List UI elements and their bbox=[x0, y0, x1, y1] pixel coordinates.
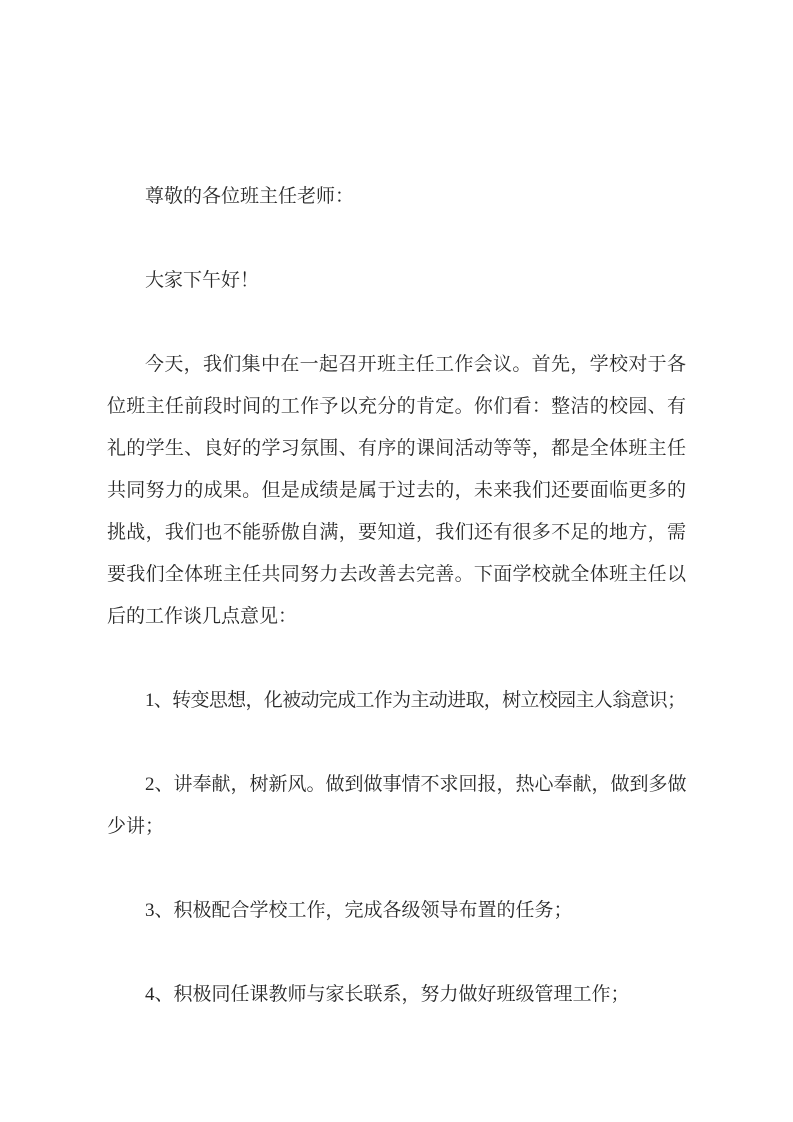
paragraph bbox=[107, 680, 686, 722]
text-line: 2、讲奉献，树新风。做到做事情不求回报，热心奉献，做到多做 bbox=[145, 774, 687, 795]
text-line: 3、积极配合学校工作，完成各级领导布置的任务； bbox=[145, 900, 573, 921]
text-line: 4、积极同任课教师与家长联系，努力做好班级管理工作； bbox=[145, 984, 630, 1005]
paragraph bbox=[107, 176, 686, 218]
paragraph bbox=[107, 974, 686, 1016]
text-line: 挑战，我们也不能骄傲自满，要知道，我们还有很多不足的地方，需 bbox=[107, 522, 686, 543]
paragraph bbox=[107, 890, 686, 932]
text-line: 礼的学生、良好的学习氛围、有序的课间活动等等，都是全体班主任 bbox=[107, 438, 686, 459]
text-line: 今天，我们集中在一起召开班主任工作会议。首先，学校对于各 bbox=[145, 354, 686, 375]
paragraph bbox=[107, 764, 686, 848]
text-line: 共同努力的成果。但是成绩是属于过去的，未来我们还要面临更多的 bbox=[107, 480, 686, 501]
paragraph bbox=[107, 260, 686, 302]
text-line: 位班主任前段时间的工作予以充分的肯定。你们看：整洁的校园、有 bbox=[107, 396, 686, 417]
text-line: 大家下午好！ bbox=[145, 270, 260, 291]
paragraph bbox=[107, 344, 686, 638]
text-line: 尊敬的各位班主任老师： bbox=[145, 186, 355, 207]
text-line: 少讲； bbox=[107, 816, 165, 837]
text-line: 要我们全体班主任共同努力去改善去完善。下面学校就全体班主任以 bbox=[107, 564, 686, 585]
text-line: 1、转变思想，化被动完成工作为主动进取，树立校园主人翁意识； bbox=[145, 690, 686, 711]
text-line: 后的工作谈几点意见： bbox=[107, 606, 298, 627]
